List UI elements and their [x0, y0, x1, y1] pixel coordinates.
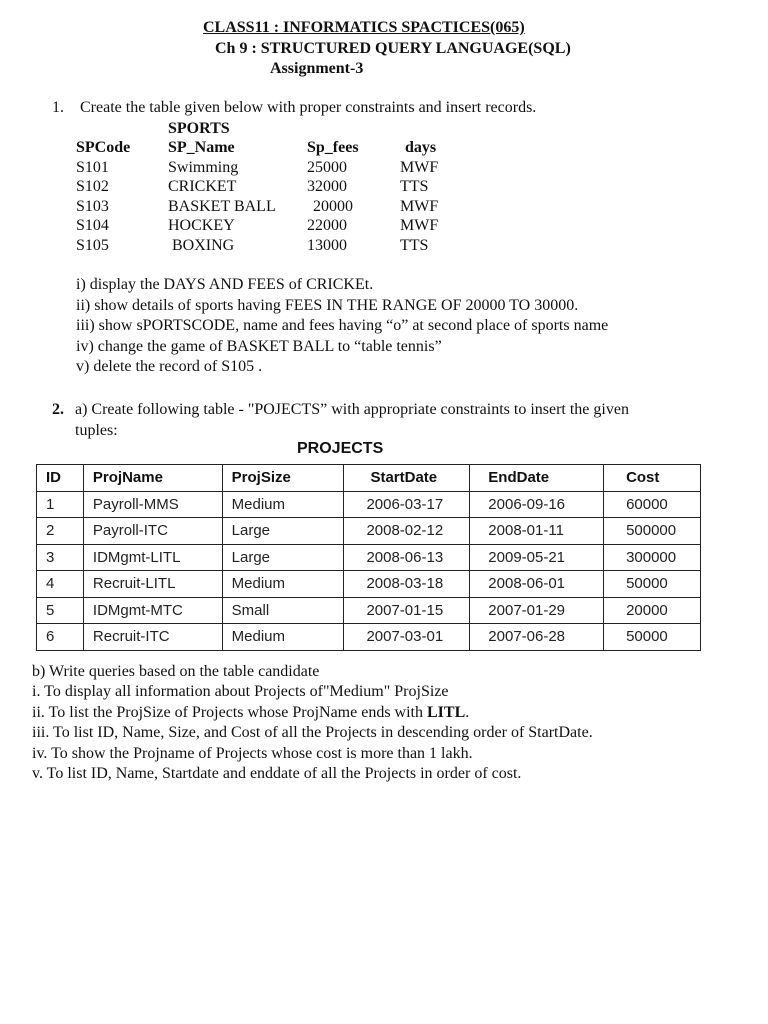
task-item: iv) change the game of BASKET BALL to “table tennis” — [76, 337, 442, 355]
task-item: v) delete the record of S105 . — [76, 358, 263, 375]
sports-cell: S101 — [76, 158, 109, 176]
sports-header-cell: SPCode — [76, 139, 131, 156]
sports-cell: Swimming — [168, 158, 239, 176]
sports-cell: 22000 — [307, 217, 347, 235]
table-cell: Medium — [222, 571, 344, 598]
table-cell: 2008-02-12 — [344, 518, 470, 545]
column-header: ProjName — [83, 465, 222, 492]
question-2-text: a) Create following table - "POJECTS” with appropriate constraints to insert the given — [75, 401, 629, 418]
question-2b-heading: b) Write queries based on the table candidate — [32, 663, 320, 680]
table-cell: Medium — [222, 624, 344, 651]
table-row — [37, 624, 701, 651]
query-item: iv. To show the Projname of Projects whose cost is more than 1 lakh. — [32, 744, 473, 762]
table-row — [37, 491, 701, 518]
sports-cell: TTS — [400, 178, 429, 196]
table-cell: 60000 — [604, 491, 701, 518]
table-cell: 2008-03-18 — [344, 571, 470, 598]
sports-cell: TTS — [400, 236, 429, 254]
table-cell: 2006-03-17 — [344, 491, 470, 518]
table-cell: 2008-01-11 — [470, 518, 604, 545]
sports-header-cell: days — [405, 139, 437, 156]
query-item — [32, 703, 593, 723]
task-item: ii) show details of sports having FEES IN THE RANGE OF 20000 TO 30000. — [76, 296, 579, 314]
table-cell: Payroll-ITC — [83, 518, 222, 545]
question-1-text: Create the table given below with proper constraints and insert records. — [80, 99, 537, 116]
table-cell: 6 — [37, 624, 84, 651]
sports-cell: S105 — [76, 236, 109, 254]
table-cell: 2 — [37, 518, 84, 545]
sports-cell: 32000 — [307, 178, 347, 196]
sports-cell: MWF — [400, 158, 439, 176]
sports-table-title: SPORTS — [168, 120, 230, 137]
column-header: StartDate — [344, 465, 470, 492]
column-header: ProjSize — [222, 465, 344, 492]
task-item: iii) show sPORTSCODE, name and fees having “o” at second place of sports name — [76, 317, 609, 334]
table-cell: 2006-09-16 — [470, 491, 604, 518]
sports-cell: BOXING — [172, 236, 235, 254]
table-cell: 50000 — [604, 571, 701, 598]
query-item: i. To display all information about Projects of"Medium" ProjSize — [32, 683, 449, 701]
class-heading: CLASS11 : INFORMATICS SPACTICES(065) — [203, 19, 525, 36]
table-cell: 2008-06-01 — [470, 571, 604, 598]
projects-table-title: PROJECTS — [297, 440, 384, 457]
table-cell: 4 — [37, 571, 84, 598]
table-cell: 2008-06-13 — [344, 544, 470, 571]
table-header-row — [37, 465, 701, 492]
table-cell: 2007-01-15 — [344, 597, 470, 624]
table-cell: Large — [222, 544, 344, 571]
table-cell: 3 — [37, 544, 84, 571]
sports-cell: MWF — [400, 197, 439, 215]
query-item-end: . — [465, 703, 470, 721]
table-cell: 2009-05-21 — [470, 544, 604, 571]
sports-header-cell: SP_Name — [168, 139, 235, 156]
table-cell: 50000 — [604, 624, 701, 651]
table-cell: Small — [222, 597, 344, 624]
table-row — [37, 544, 701, 571]
sports-column-spcode — [76, 138, 130, 256]
sports-cell: 25000 — [307, 158, 347, 176]
table-cell: 20000 — [604, 597, 701, 624]
table-cell: 2007-01-29 — [470, 597, 604, 624]
table-cell: 500000 — [604, 518, 701, 545]
sports-cell: 13000 — [307, 236, 347, 254]
question-2-text-continued: tuples: — [75, 422, 118, 439]
question-1-tasks — [76, 275, 608, 378]
sports-cell: S103 — [76, 197, 109, 215]
sports-cell: BASKET BALL — [168, 197, 276, 215]
table-cell: 2007-06-28 — [470, 624, 604, 651]
table-cell: Recruit-LITL — [83, 571, 222, 598]
query-item-keyword: LITL — [427, 703, 466, 721]
table-row — [37, 597, 701, 624]
query-item: v. To list ID, Name, Startdate and enddate of all the Projects in order of cost. — [32, 765, 522, 783]
sports-column-days — [400, 138, 438, 256]
table-row — [37, 571, 701, 598]
table-cell: IDMgmt-LITL — [83, 544, 222, 571]
projects-table — [36, 464, 701, 651]
chapter-heading: Ch 9 : STRUCTURED QUERY LANGUAGE(SQL) — [215, 40, 571, 57]
assignment-heading: Assignment-3 — [270, 60, 364, 77]
sports-cell: HOCKEY — [168, 217, 235, 235]
sports-column-spname — [168, 138, 276, 256]
question-2b-section — [32, 662, 593, 784]
column-header: ID — [37, 465, 84, 492]
table-cell: 2007-03-01 — [344, 624, 470, 651]
question-2-number: 2. — [52, 401, 64, 418]
sports-cell: S102 — [76, 178, 109, 196]
question-1-number: 1. — [52, 99, 64, 116]
table-cell: Recruit-ITC — [83, 624, 222, 651]
table-cell: 300000 — [604, 544, 701, 571]
table-cell: IDMgmt-MTC — [83, 597, 222, 624]
table-cell: 5 — [37, 597, 84, 624]
query-item: iii. To list ID, Name, Size, and Cost of all the Projects in descending order of StartDate. — [32, 724, 593, 742]
table-cell: Payroll-MMS — [83, 491, 222, 518]
sports-cell: 20000 — [313, 197, 353, 215]
table-cell: Large — [222, 518, 344, 545]
sports-cell: CRICKET — [168, 178, 237, 196]
sports-cell: S104 — [76, 217, 109, 235]
column-header: EndDate — [470, 465, 604, 492]
column-header: Cost — [604, 465, 701, 492]
table-cell: 1 — [37, 491, 84, 518]
table-cell: Medium — [222, 491, 344, 518]
task-item: i) display the DAYS AND FEES of CRICKEt. — [76, 276, 374, 293]
sports-header-cell: Sp_fees — [307, 139, 359, 156]
sports-column-spfees — [307, 138, 359, 256]
table-row — [37, 518, 701, 545]
sports-cell: MWF — [400, 217, 439, 235]
query-item-text: ii. To list the ProjSize of Projects whose ProjName ends with — [32, 703, 427, 721]
